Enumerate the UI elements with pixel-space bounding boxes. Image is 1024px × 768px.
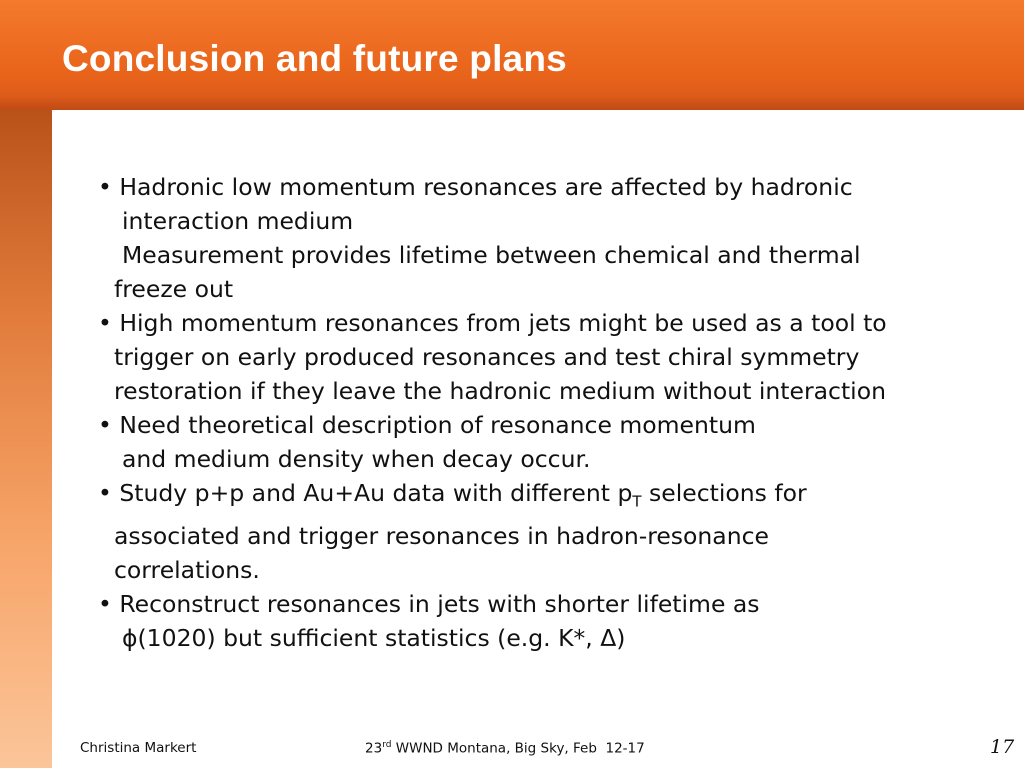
- bullet-text: Hadronic low momentum resonances are affected by hadronic: [119, 173, 853, 201]
- bullet-item: [98, 476, 1008, 587]
- bullet-text: correlations.: [114, 555, 260, 584]
- bullet-marker: •: [98, 411, 112, 439]
- bullet-text: ϕ(1020) but sufficient statistics (e.g. K*, Δ): [122, 623, 626, 652]
- bullet-text: Measurement provides lifetime between chemical and thermal: [122, 241, 861, 269]
- slide-title: Conclusion and future plans: [62, 38, 567, 79]
- bullet-marker: •: [98, 173, 112, 201]
- bullet-marker: •: [98, 479, 112, 507]
- bullet-text: interaction medium: [122, 207, 354, 235]
- bullet-item: [98, 587, 1008, 655]
- bullet-marker: •: [98, 309, 112, 337]
- bullet-text: selections for: [641, 479, 807, 507]
- footer-event: 23rd WWND Montana, Big Sky, Feb 12-17: [365, 740, 645, 757]
- bullet-list: [98, 170, 1008, 655]
- footer-author: Christina Markert: [80, 740, 197, 756]
- bullet-item: [98, 408, 1008, 476]
- bullet-text: associated and trigger resonances in hadron-resonance: [114, 521, 769, 550]
- bullet-text: restoration if they leave the hadronic medium without interaction: [114, 377, 886, 405]
- bullet-text: and medium density when decay occur.: [122, 445, 591, 473]
- left-gradient-bar: [0, 110, 52, 768]
- bullet-text: Reconstruct resonances in jets with shorter lifetime as: [119, 589, 760, 618]
- bullet-item: [98, 306, 1008, 408]
- bullet-text: High momentum resonances from jets might be used as a tool to: [119, 309, 887, 337]
- bullet-text: freeze out: [114, 275, 234, 303]
- bullet-text: Study p+p and Au+Au data with different p: [119, 479, 633, 507]
- bullet-item: [98, 170, 1008, 306]
- header-shadow: [0, 96, 1024, 110]
- bullet-text: Need theoretical description of resonance momentum: [119, 411, 756, 439]
- bullet-text: trigger on early produced resonances and test chiral symmetry: [114, 343, 860, 371]
- bullet-marker: •: [98, 589, 112, 618]
- subscript-t: T: [632, 492, 642, 511]
- page-number: 17: [990, 736, 1015, 758]
